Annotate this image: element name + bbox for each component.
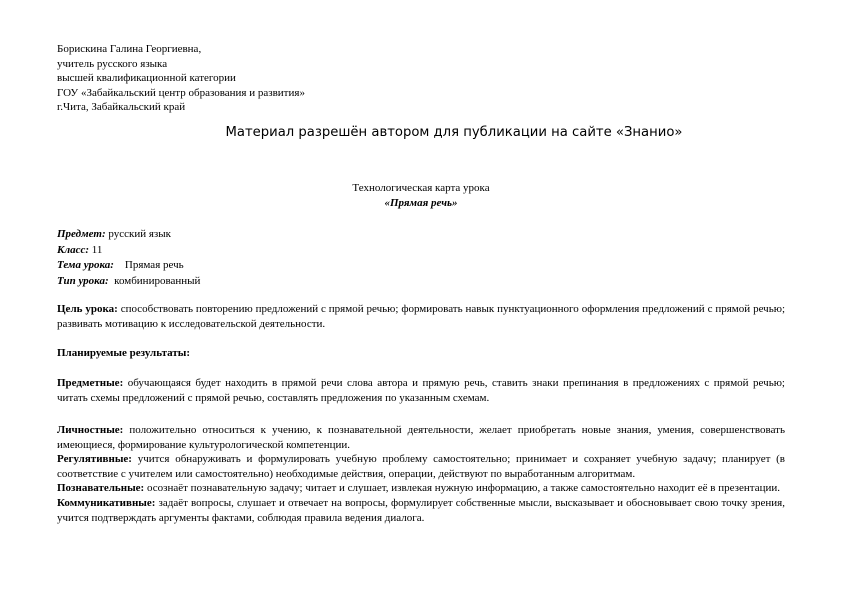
author-block — [57, 42, 305, 115]
cognitive-results — [57, 481, 785, 496]
subject-row — [57, 227, 200, 243]
communicative-results — [57, 496, 785, 525]
author-position: учитель русского языка — [57, 57, 168, 70]
type-row — [57, 274, 200, 290]
class-value: 11 — [89, 243, 103, 256]
personal-label: Личностные: — [57, 424, 124, 436]
cognitive-label: Познавательные: — [57, 482, 145, 495]
cognitive-text: осознаёт познавательную задачу; читает и слушает, извлекая нужную информацию, а также самостоятельно находит её в презентации. — [144, 482, 780, 495]
publication-banner: Материал разрешён автором для публикации на сайте «Знанио» — [225, 125, 683, 140]
lesson-goal — [57, 302, 785, 331]
type-value: комбинированный — [108, 274, 201, 287]
title-line-2: «Прямая речь» — [384, 196, 458, 209]
author-category: высшей квалификационной категории — [57, 72, 236, 85]
author-name: Борискина Галина Георгиевна, — [57, 43, 202, 55]
communicative-text: задаёт вопросы, слушает и отвечает на вопросы, формулирует собственные мысли, высказывает и обосновывает свою точку зрения, учится подтверждать аргументы фактами, соблюдая правила ведения диалога. — [57, 496, 785, 524]
author-city: г.Чита, Забайкальский край — [57, 101, 186, 114]
goal-text: способствовать повторению предложений с прямой речью; формировать навык пунктуационного оформления предложений с прямой речью; развивать мотивацию к исследовательской деятельности. — [57, 303, 785, 330]
topic-value: Прямая речь — [113, 259, 184, 272]
goal-label: Цель урока: — [57, 303, 118, 315]
document-title — [0, 181, 842, 210]
regulatory-text: учится обнаруживать и формулировать учебную проблему самостоятельно; принимает и сохраняет учебную задачу; планирует (в соответствие с учителем или самостоятельно) необходимые действия, операции, действуют по выработанным алгоритмам. — [57, 453, 785, 480]
communicative-label: Коммуникативные: — [57, 496, 156, 509]
subject-value: русский язык — [105, 228, 172, 240]
class-row — [57, 243, 200, 259]
uud-block — [57, 423, 785, 525]
regulatory-label: Регулятивные: — [57, 453, 132, 466]
personal-text: положительно относиться к учению, к познавательной деятельности, желает приобретать новые знания, умения, совершенствовать имеющиеся, формирование культурологической компетенции. — [57, 424, 785, 451]
lesson-meta — [57, 227, 200, 289]
type-label: Тип урока: — [57, 274, 109, 287]
author-organization: ГОУ «Забайкальский центр образования и развития» — [57, 86, 305, 99]
personal-results — [57, 423, 785, 452]
regulatory-results — [57, 452, 785, 481]
class-label: Класс: — [57, 243, 90, 256]
topic-label: Тема урока: — [57, 259, 114, 272]
subject-results-label: Предметные: — [57, 377, 124, 389]
topic-row — [57, 258, 200, 274]
planned-results-heading: Планируемые результаты: — [57, 347, 191, 359]
subject-results — [57, 376, 785, 405]
title-line-1: Технологическая карта урока — [352, 182, 490, 194]
subject-results-text: обучающаяся будет находить в прямой речи слова автора и прямую речь, ставить знаки препинания в предложениях с прямой речью; читать схемы предложений с прямой речью, составлять предложения по указанным схемам. — [57, 377, 785, 404]
subject-label: Предмет: — [57, 228, 106, 240]
